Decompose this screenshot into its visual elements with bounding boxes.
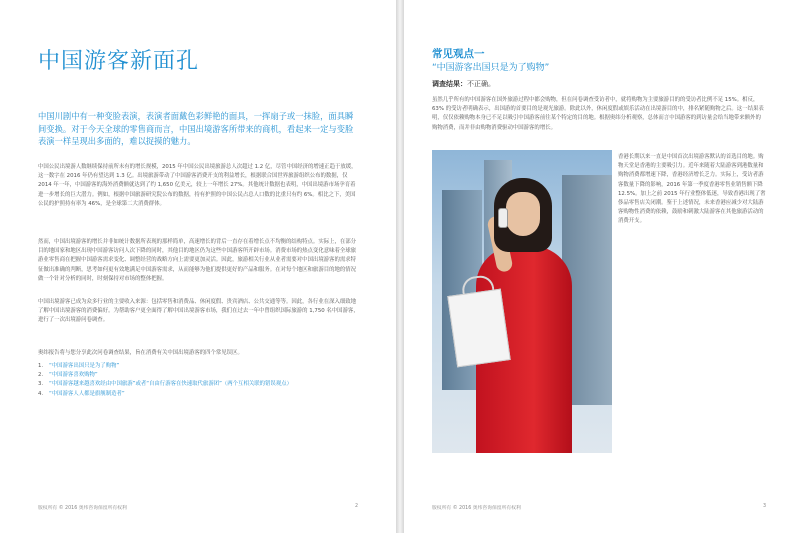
list-text: “中国游客越来越喜欢经由中国旅游”或者“自由行游客在快速取代旅游团”（两个互相关联的错误观点）: [49, 381, 292, 388]
page-footer: [38, 504, 358, 511]
paragraph-text: 中国出境游客已成为众多行业的主要收入来源：包括零售和消费品、休闲度假、贵宾酒店、公共交通等等。因此，各行业在深入细致地了解中国出境游客的消费偏好。为帮助客户更全面得了解中国出境游客市场，我们在过去一年中曾组织国际旅游的 1,750 名中国游客，进行了一次出境游问卷调查。: [38, 299, 359, 324]
paragraph-text: 然而，中国出境游客的增长并非如统计数据所表现的那样简单，高速增长的背后一直存在着增长点不均衡的结构特点。实际上，在部分目的地国家和地区出现中国游客访问人次下降的同时，其他目的地区仍为这些中国游客所开辟市场。消费市场的热点变化意味着全球旅游业零售商在把握中国游客需求变化、调整经营的战略方向上需要更加灵活。因此，旅游相关行业从业者需要对中国出境游客的需求特征做出准确的判断，思考如何更有效地满足中国游客需求，从而能够为他们提供更好的产品和服务。在对每个地区和旅游目的地的情况做一个针对分析的同时，时刻保持对市场的整体把握。: [38, 239, 357, 282]
paragraph-text: 奥纬报告将与您分享此次问卷调查结果，旨在消费有关中国出境游客的四个常见误区。: [38, 350, 243, 356]
left-page: [0, 0, 396, 533]
body-paragraph-4: [38, 349, 360, 358]
survey-verdict: [432, 79, 495, 89]
copyright-text: 版权所有 © 2016 奥纬咨询保留所有权利: [432, 506, 521, 511]
page-number: 3: [762, 504, 766, 509]
section-subtitle: “中国游客出国只是为了购物”: [432, 63, 550, 73]
body-paragraph-2: [38, 238, 360, 284]
list-item: [38, 390, 360, 399]
verdict-value: 不正确。: [467, 80, 495, 88]
tourist-photo: [432, 150, 612, 453]
hong-kong-paragraph: 香港长期以来一直是中国首次出境游客默认的首选目的地。购物天堂是香港的主要吸引力。近年来随着大陆游客到港数量和购物消费都增速下降，香港经济增长乏力。实际上，受访者游客数量下降的影响，2016 年第一季度香港零售业销售额下降 12.5%。加上之前 2015 年行业整体低迷，导致香港出现了奢侈品零售店关闭潮。鉴于上述情况，未来香港应减少对大陆游客购物性消费的依赖，鼓励和刺激大陆游客在其他旅游活动的消费开支。: [618, 154, 766, 225]
list-number: 4.: [38, 390, 44, 397]
list-text: “中国游客出国只是为了购物”: [49, 363, 120, 369]
verdict-label: 调查结果：: [432, 80, 467, 88]
list-item: [38, 371, 360, 380]
mobile-phone-icon: [498, 208, 508, 228]
shopping-bag: [447, 289, 510, 368]
right-page: [404, 0, 800, 533]
body-paragraph-3: [38, 298, 360, 326]
body-paragraph: 虽然几乎所有的中国游客在国外旅游过程中都会购物，但在问卷调查受访者中，就将购物为主要旅游目的的受访者比例不足 15%。相反，63% 的受访者明确表示，出国游的首要目的是观光旅游。除此以外，休闲度假或娱乐活动在出境游目的中，排名紧随购物之后。这一结果表明，仅仅依赖购物本身已不足以吸引中国游客前往某个特定的目的地。根据奥纬分析观察，总体而言中国游客的到访量会给当地带来额外的购物消费，而并非由购物消费驱动中国游客的增长。: [432, 97, 764, 131]
woman-face: [506, 192, 540, 236]
list-item: [38, 380, 360, 389]
list-item: [38, 362, 360, 371]
page-footer: [432, 504, 766, 511]
misconception-list: [38, 362, 360, 399]
paragraph-text: 中国公民出境游人数继续保持前所未有的增长规模，2015 年中国公民出境旅游总人次超过 1.2 亿，尽管中国经济的增速正趋于放缓，这一数字在 2016 年仍有望达到 1.3 亿。出境旅游带动了中国游客消费开支的利益增长，根据联合国世界旅游组织公布的数据，仅 2014 年一年，中国游客的海外消费额就达到了约 1,650 亿美元，较上一年增长 27%。其他统计数据也表明，中国出境游市场孕育着进一步增长的巨大潜力。例如，根据中国旅游研究院公布的数据，持有护照的中国公民占总人口数的比重只有约 6%。相比之下，美国公民的护照持有率为 46%，是全球第二大消费群体。: [38, 164, 357, 207]
list-number: 3.: [38, 381, 44, 388]
copyright-text: 版权所有 © 2016 奥纬咨询保留所有权利: [38, 506, 127, 511]
page-gutter: [396, 0, 404, 533]
page-number: 2: [354, 504, 358, 509]
section-title: 常见观点一: [432, 48, 485, 60]
list-number: 2.: [38, 372, 44, 379]
body-paragraph-1: [38, 163, 360, 209]
list-text: “中国游客喜欢购物”: [49, 372, 98, 379]
list-text: “中国游客人人都是旗舰制造者”: [49, 390, 125, 397]
page-title: 中国游客新面孔: [38, 49, 200, 74]
list-number: 1.: [38, 363, 44, 369]
intro-paragraph: 中国川剧中有一种变脸表演，表演者面戴色彩鲜艳的面具，一挥扇子或一抹脸，面具瞬间变换。对于今天全球的零售商而言，中国出境游客所带来的商机，看起来一定与变脸表演一样呈现出多面的，难以捉摸的魅力。: [38, 111, 354, 146]
